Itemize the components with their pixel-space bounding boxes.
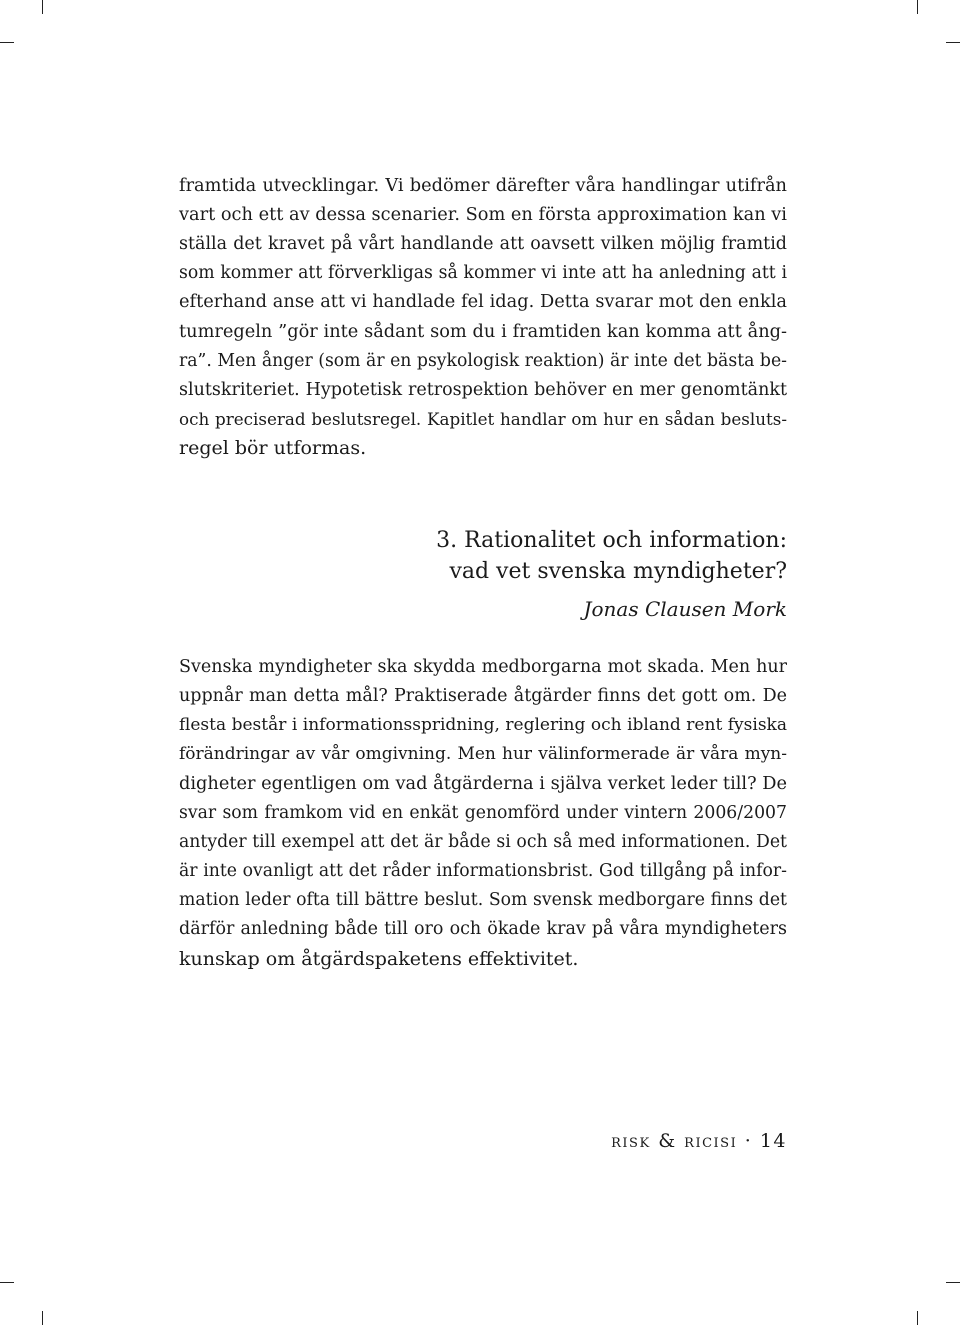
- crop-mark-top-right-vertical: [917, 0, 918, 14]
- text-line: som kommer att förverkligas så kommer vi inte att ha anledning att i: [179, 263, 787, 283]
- text-line: ra”. Men ånger (som är en psykologisk reaktion) är inte det bästa be-: [179, 351, 787, 371]
- text-line: vart och ett av dessa scenarier. Som en första approximation kan vi: [179, 205, 787, 225]
- text-line: uppnår man detta mål? Praktiserade åtgärder finns det gott om. De: [179, 686, 787, 706]
- crop-mark-bottom-left-vertical: [42, 1311, 43, 1325]
- text-line: svar som framkom vid en enkät genomförd under vintern 2006/2007: [179, 803, 787, 823]
- text-line: framtida utvecklingar. Vi bedömer därefter våra handlingar utifrån: [179, 176, 787, 196]
- text-line: därför anledning både till oro och ökade krav på våra myndigheters: [179, 919, 787, 939]
- text-line: mation leder ofta till bättre beslut. Som svensk medborgare finns det: [179, 890, 787, 910]
- text-line: flesta består i informationsspridning, reglering och ibland rent fysiska: [179, 715, 787, 735]
- crop-mark-bottom-right: [946, 1282, 960, 1283]
- text-line: förändringar av vår omgivning. Men hur välinformerade är våra myn-: [179, 744, 787, 764]
- text-line: regel bör utformas.: [179, 437, 367, 459]
- text-line: och preciserad beslutsregel. Kapitlet handlar om hur en sådan besluts-: [179, 409, 787, 429]
- crop-mark-top-left: [0, 42, 14, 43]
- crop-mark-bottom-right-vertical: [917, 1311, 918, 1325]
- text-line: kunskap om åtgärdspaketens effektivitet.: [179, 948, 579, 970]
- crop-mark-top-left-vertical: [42, 0, 43, 14]
- text-line: slutskriteriet. Hypotetisk retrospektion behöver en mer genomtänkt: [179, 380, 787, 400]
- text-line: efterhand anse att vi handlade fel idag. Detta svarar mot den enkla: [179, 292, 787, 312]
- crop-mark-bottom-left: [0, 1282, 14, 1283]
- page-footer: risk & ricisi · 14: [611, 1130, 787, 1152]
- text-line: antyder till exempel att det är både si och så med informationen. Det: [179, 832, 787, 852]
- text-line: ställa det kravet på vårt handlande att oavsett vilken möjlig framtid: [179, 234, 787, 254]
- text-line: tumregeln ”gör inte sådant som du i framtiden kan komma att ång-: [179, 322, 787, 342]
- crop-mark-top-right: [946, 42, 960, 43]
- chapter-author: Jonas Clausen Mork: [583, 597, 787, 621]
- chapter-heading-line-2: vad vet svenska myndigheter?: [449, 559, 787, 584]
- text-line: digheter egentligen om vad åtgärderna i själva verket leder till? De: [179, 774, 787, 794]
- chapter-heading-line-1: 3. Rationalitet och information:: [436, 528, 787, 553]
- text-line: Svenska myndigheter ska skydda medborgarna mot skada. Men hur: [179, 657, 787, 677]
- text-line: är inte ovanligt att det råder informationsbrist. God tillgång på infor-: [179, 861, 787, 881]
